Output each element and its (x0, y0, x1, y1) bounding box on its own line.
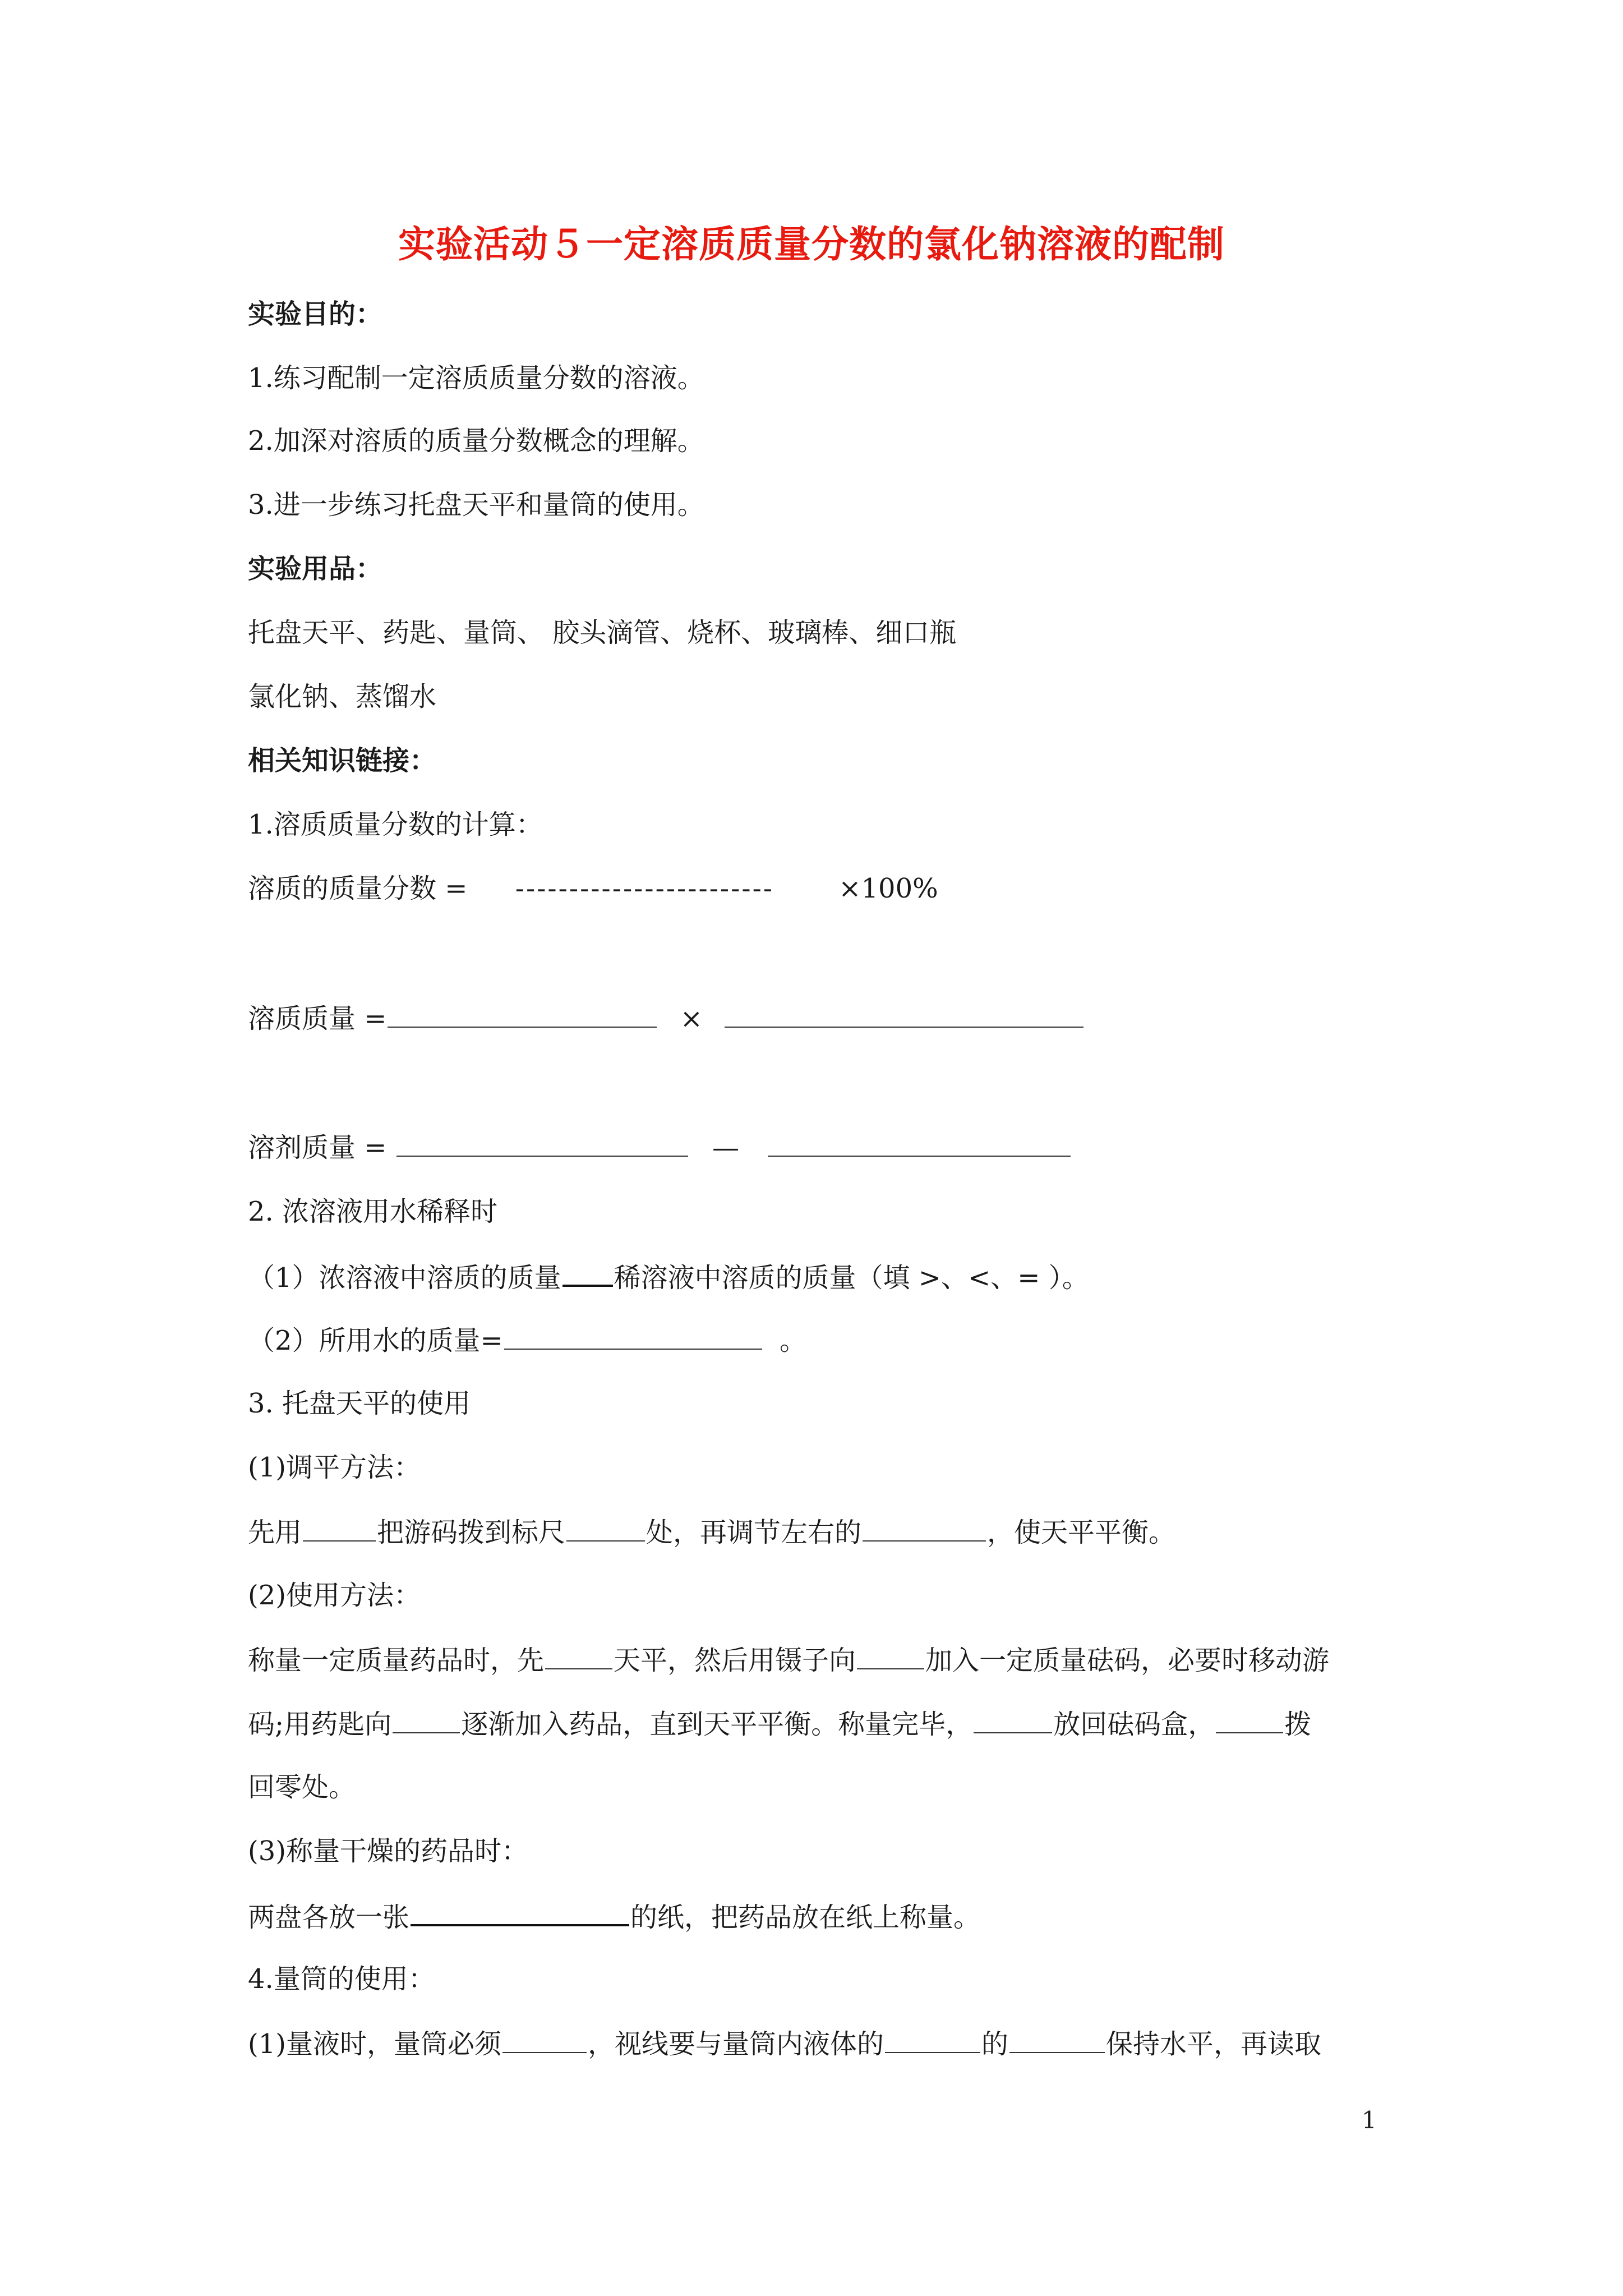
use-text: 放回砝码盒， (1053, 1709, 1215, 1740)
formula3-label: 溶剂质量 = (248, 1132, 387, 1163)
blank-field[interactable] (562, 1259, 613, 1287)
use-text: 逐渐加入药品，直到天平平衡。称量完毕， (461, 1709, 973, 1740)
purpose-heading: 实验目的： (248, 298, 383, 330)
blank-field[interactable] (303, 1515, 376, 1542)
dry-method (248, 1898, 980, 1934)
supplies-heading: 实验用品： (248, 553, 383, 585)
dilution-q1-text: （1）浓溶液中溶质的质量 (248, 1262, 561, 1294)
supplies-chemicals: 氯化钠、蒸馏水 (248, 681, 437, 712)
balance-use-line-3: 回零处。 (248, 1772, 356, 1803)
minus-sign: — (712, 1132, 740, 1163)
use-text: 加入一定质量砝码，必要时移动游 (925, 1645, 1330, 1676)
blank-field[interactable] (502, 2026, 587, 2053)
dry-title: (3)称量干燥的药品时： (248, 1835, 528, 1867)
cylinder-title: 4.量筒的使用： (248, 1963, 435, 1995)
supplies-equipment: 托盘天平、药匙、量筒、 胶头滴管、烧杯、玻璃棒、细口瓶 (248, 617, 957, 648)
blank-field[interactable] (504, 1323, 762, 1350)
dilution-question-1 (248, 1259, 1089, 1295)
balance-adjust-method (248, 1515, 1175, 1549)
dilution-q2-text: （2）所用水的质量= (248, 1325, 503, 1356)
dry-text: 的纸，把药品放在纸上称量。 (630, 1902, 981, 1933)
blank-field[interactable] (545, 1642, 612, 1669)
purpose-item-3: 3.进一步练习托盘天平和量筒的使用。 (248, 489, 704, 521)
page-number: 1 (1362, 2106, 1377, 2134)
use-text: 天平，然后用镊子向 (614, 1645, 856, 1676)
knowledge-heading: 相关知识链接： (248, 745, 437, 776)
blank-field[interactable] (768, 1130, 1071, 1157)
cylinder-text: ，视线要与量筒内液体的 (588, 2028, 884, 2060)
blank-field[interactable] (1216, 1706, 1283, 1733)
dry-text: 两盘各放一张 (248, 1902, 410, 1933)
blank-field[interactable] (393, 1706, 460, 1733)
fraction-dashes: ------------------------ (515, 873, 774, 904)
cylinder-method (248, 2026, 1321, 2061)
use-text: 拨 (1284, 1709, 1312, 1740)
page-title: 实验活动５一定溶质质量分数的氯化钠溶液的配制 (398, 222, 1225, 266)
formula-solvent-mass (248, 1130, 1072, 1165)
dilution-title: 2. 浓溶液用水稀释时 (248, 1196, 498, 1227)
formula2-label: 溶质质量 = (248, 1003, 387, 1034)
formula-mass-fraction (248, 872, 938, 905)
adjust-text: 把游码拨到标尺 (377, 1517, 566, 1548)
adjust-text: 处，再调节左右的 (646, 1517, 862, 1548)
use-text: 码; (248, 1709, 284, 1740)
cylinder-text: (1)量液时，量筒必须 (248, 2028, 501, 2060)
blank-field[interactable] (566, 1515, 645, 1542)
blank-field[interactable] (396, 1130, 688, 1157)
purpose-item-1: 1.练习配制一定溶质质量分数的溶液。 (248, 362, 704, 394)
blank-field[interactable] (725, 1001, 1083, 1028)
dilution-q1-text-end: 稀溶液中溶质的质量（填 >、<、= ）。 (614, 1262, 1089, 1294)
blank-field[interactable] (974, 1706, 1052, 1733)
use-text: 称量一定质量药品时，先 (248, 1645, 545, 1676)
balance-use-line-1 (248, 1642, 1329, 1677)
dilution-question-2 (248, 1323, 806, 1358)
balance-adjust-title: (1)调平方法： (248, 1452, 421, 1483)
blank-field[interactable] (1009, 2026, 1105, 2053)
blank-field[interactable] (857, 1642, 924, 1669)
adjust-text: 先用 (248, 1517, 302, 1548)
formula1-tail: ×100% (838, 873, 938, 904)
blank-field[interactable] (388, 1001, 657, 1028)
formula-solute-mass (248, 1001, 1085, 1036)
blank-field[interactable] (885, 2026, 980, 2053)
dilution-q2-text-end: 。 (780, 1325, 807, 1356)
balance-use-line-2 (248, 1706, 1311, 1741)
purpose-item-2: 2.加深对溶质的质量分数概念的理解。 (248, 425, 704, 457)
calc-title: 1.溶质质量分数的计算： (248, 809, 543, 840)
blank-field[interactable] (411, 1898, 629, 1926)
cylinder-text: 的 (981, 2028, 1009, 2060)
formula1-label: 溶质的质量分数 = (248, 873, 468, 904)
balance-title: 3. 托盘天平的使用 (248, 1388, 471, 1419)
adjust-text: ，使天平平衡。 (987, 1517, 1176, 1548)
balance-use-title: (2)使用方法： (248, 1580, 421, 1611)
cylinder-text: 保持水平，再读取 (1106, 2028, 1322, 2060)
times-sign: × (680, 1003, 703, 1034)
blank-field[interactable] (863, 1515, 986, 1542)
use-text: 用药匙向 (284, 1709, 392, 1740)
